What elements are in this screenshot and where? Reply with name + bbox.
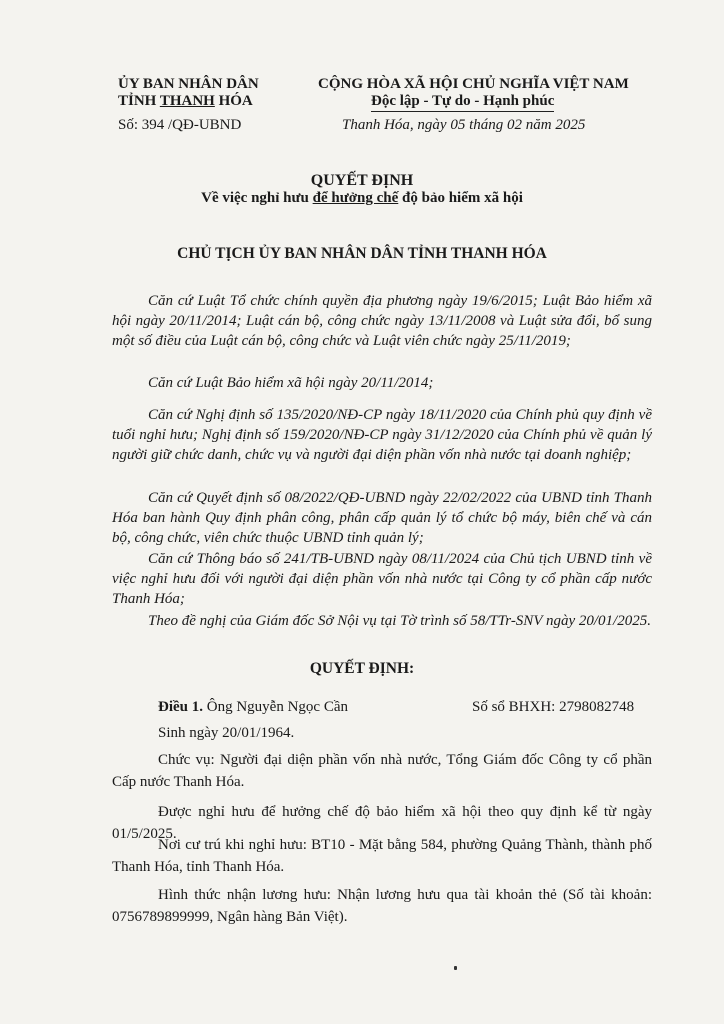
preamble-paragraph: Căn cứ Luật Bảo hiểm xã hội ngày 20/11/2014; <box>148 375 434 391</box>
decision-title: QUYẾT ĐỊNH <box>310 172 414 189</box>
subject-post: độ bảo hiểm xã hội <box>398 190 523 206</box>
agency-name-line1: ỦY BAN NHÂN DÂN <box>118 76 259 92</box>
preamble-paragraph: Căn cứ Luật Tổ chức chính quyền địa phương ngày 19/6/2015; Luật Bảo hiểm xã hội ngày 20/11/2014; Luật cán bộ, công chức ngày 13/11/2008 và Luật sửa đổi, bổ sung một số điều của Luật cán bộ, công chức và Luật viên chức ngày 25/11/2019; <box>112 293 652 349</box>
subject-underlined: để hưởng chế <box>312 190 399 206</box>
preamble-paragraph: Căn cứ Quyết định số 08/2022/QĐ-UBND ngày 22/02/2022 của UBND tỉnh Thanh Hóa ban hành Quy định phân công, phân cấp quản lý tổ chức bộ máy, biên chế và cán bộ, công chức, viên chức thuộc UBND tỉnh quản lý; <box>112 490 652 546</box>
preamble-paragraph: Theo đề nghị của Giám đốc Sở Nội vụ tại Tờ trình số 58/TTr-SNV ngày 20/01/2025. <box>148 613 651 629</box>
article-1-paragraph: Chức vụ: Người đại diện phần vốn nhà nước, Tổng Giám đốc Công ty cổ phần Cấp nước Thanh Hóa. <box>112 752 652 790</box>
document-number: Số: 394 /QĐ-UBND <box>118 117 242 133</box>
agency-line2-underlined: THANH <box>159 93 215 109</box>
place-and-date: Thanh Hóa, ngày 05 tháng 02 năm 2025 <box>342 117 586 133</box>
article-1-paragraph: Nơi cư trú khi nghỉ hưu: BT10 - Mặt bằng 584, phường Quảng Thành, thành phố Thanh Hóa, tỉnh Thanh Hóa. <box>112 837 652 875</box>
person-name: Ông Nguyễn Ngọc Cần <box>203 699 348 715</box>
national-motto: Độc lập - Tự do - Hạnh phúc <box>371 93 554 112</box>
preamble-paragraph: Căn cứ Thông báo số 241/TB-UBND ngày 08/11/2024 của Chủ tịch UBND tỉnh về việc nghỉ hưu đối với người đại diện phần vốn nhà nước tại Công ty cổ phần cấp nước Thanh Hóa; <box>112 551 652 607</box>
subject-pre: Về việc nghỉ hưu <box>201 190 313 206</box>
article-1-paragraph: Hình thức nhận lương hưu: Nhận lương hưu qua tài khoản thẻ (Số tài khoản: 0756789899999, Ngân hàng Bản Việt). <box>112 887 652 925</box>
agency-line2-post: HÓA <box>214 93 253 109</box>
preamble-paragraph: Căn cứ Nghị định số 135/2020/NĐ-CP ngày 18/11/2020 của Chính phủ quy định về tuổi nghỉ hưu; Nghị định số 159/2020/NĐ-CP ngày 31/12/2020 của Chính phủ về quản lý người giữ chức danh, chức vụ và người đại diện phần vốn nhà nước tại doanh nghiệp; <box>112 407 652 463</box>
issuer-title: CHỦ TỊCH ỦY BAN NHÂN DÂN TỈNH THANH HÓA <box>177 245 547 262</box>
decision-subject <box>0 190 724 207</box>
agency-line2-pre: TỈNH <box>118 93 160 109</box>
article-1-paragraph: Được nghỉ hưu để hưởng chế độ bảo hiểm xã hội theo quy định kể từ ngày 01/5/2025. <box>112 804 652 842</box>
decision-heading: QUYẾT ĐỊNH: <box>309 660 415 677</box>
national-title: CỘNG HÒA XÃ HỘI CHỦ NGHĨA VIỆT NAM <box>318 76 629 92</box>
article-1-label: Điều 1. <box>158 699 203 715</box>
article-1-paragraph: Sinh ngày 20/01/1964. <box>158 725 295 741</box>
social-insurance-number: Số sổ BHXH: 2798082748 <box>472 699 635 715</box>
agency-name-line2 <box>118 93 253 110</box>
article-1-heading <box>158 699 348 716</box>
scan-speck <box>454 966 457 970</box>
